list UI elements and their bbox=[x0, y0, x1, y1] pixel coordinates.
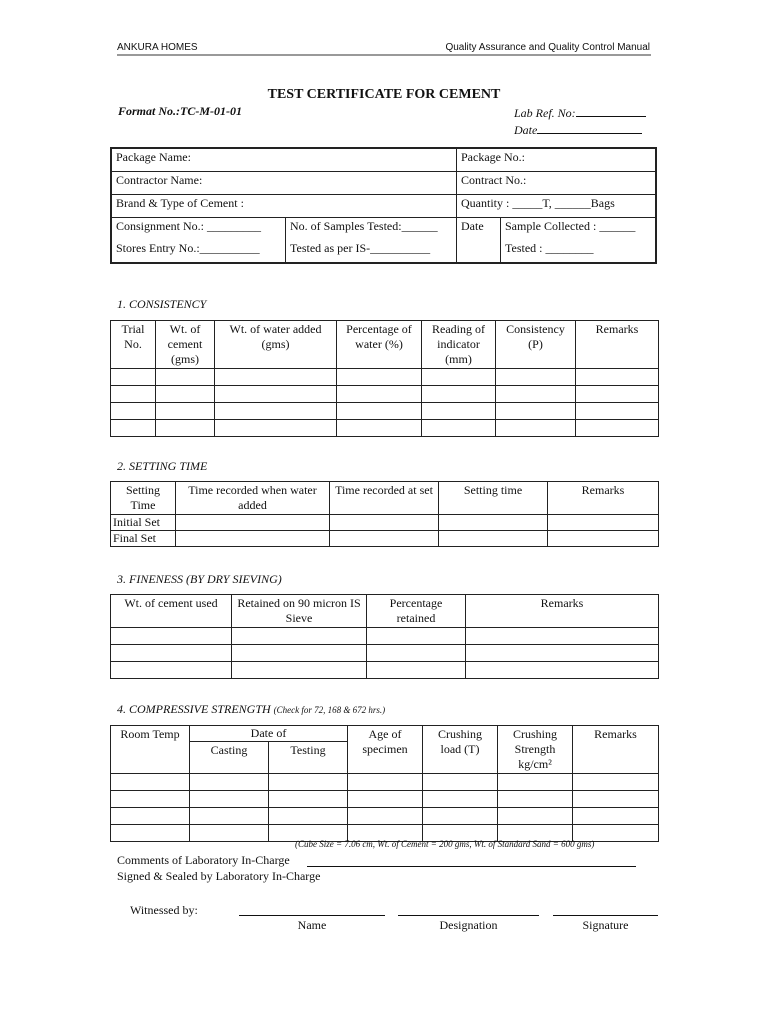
compressive-table bbox=[110, 725, 659, 842]
col-time-set: Time recorded at set bbox=[330, 482, 439, 515]
col-remarks: Remarks bbox=[576, 321, 659, 369]
manual-title: Quality Assurance and Quality Control Manual bbox=[445, 42, 650, 53]
lab-ref-field[interactable] bbox=[576, 104, 646, 117]
col-time-water: Time recorded when water added bbox=[176, 482, 330, 515]
date-field[interactable] bbox=[537, 121, 642, 134]
name-field[interactable] bbox=[239, 915, 385, 916]
compressive-note: (Check for 72, 168 & 672 hrs.) bbox=[273, 705, 386, 715]
tested-cell[interactable]: Tested : ________ bbox=[501, 240, 657, 263]
package-no-cell[interactable]: Package No.: bbox=[457, 148, 657, 172]
col-age: Age of specimen bbox=[348, 726, 423, 774]
contract-no-cell[interactable]: Contract No.: bbox=[457, 172, 657, 195]
comments-label: Comments of Laboratory In-Charge bbox=[117, 853, 290, 867]
consistency-table bbox=[110, 320, 659, 437]
col-testing: Testing bbox=[269, 742, 348, 774]
signed-label: Signed & Sealed by Laboratory In-Charge bbox=[117, 869, 321, 883]
col-date-of: Date of bbox=[190, 726, 348, 742]
date-label: Date bbox=[514, 123, 538, 137]
fineness-table bbox=[110, 594, 659, 679]
consignment-no-cell[interactable]: Consignment No.: _________ bbox=[111, 218, 286, 241]
lab-ref-block bbox=[514, 104, 646, 138]
col-retained: Retained on 90 micron IS Sieve bbox=[232, 595, 367, 628]
col-remarks: Remarks bbox=[548, 482, 659, 515]
table-row bbox=[111, 420, 659, 437]
col-casting: Casting bbox=[190, 742, 269, 774]
lab-ref-label: Lab Ref. No: bbox=[514, 106, 576, 120]
col-trial-no: Trial No. bbox=[111, 321, 156, 369]
format-number: Format No.:TC-M-01-01 bbox=[118, 104, 242, 118]
date-cell: Date bbox=[457, 218, 501, 264]
table-row bbox=[111, 515, 659, 531]
package-name-cell[interactable]: Package Name: bbox=[111, 148, 457, 172]
col-wt-water: Wt. of water added (gms) bbox=[215, 321, 337, 369]
col-setting-result: Setting time bbox=[439, 482, 548, 515]
table-row bbox=[111, 791, 659, 808]
table-row bbox=[111, 662, 659, 679]
section-compressive-wrap bbox=[117, 702, 385, 717]
table-row bbox=[111, 531, 659, 547]
tested-as-per-cell[interactable]: Tested as per IS-__________ bbox=[286, 240, 457, 263]
col-remarks: Remarks bbox=[573, 726, 659, 774]
brand-type-cell[interactable]: Brand & Type of Cement : bbox=[111, 195, 457, 218]
col-room-temp: Room Temp bbox=[111, 726, 190, 774]
table-row bbox=[111, 808, 659, 825]
signature-field[interactable] bbox=[553, 915, 658, 916]
col-reading: Reading of indicator (mm) bbox=[422, 321, 496, 369]
header-divider bbox=[117, 54, 651, 56]
contractor-name-cell[interactable]: Contractor Name: bbox=[111, 172, 457, 195]
designation-label: Designation bbox=[439, 918, 498, 932]
col-strength: Crushing Strength kg/cm² bbox=[498, 726, 573, 774]
stores-entry-cell[interactable]: Stores Entry No.:__________ bbox=[111, 240, 286, 263]
col-remarks: Remarks bbox=[466, 595, 659, 628]
table-row bbox=[111, 386, 659, 403]
sample-collected-cell[interactable]: Sample Collected : ______ bbox=[501, 218, 657, 241]
col-consistency: Consistency (P) bbox=[496, 321, 576, 369]
section-consistency: 1. CONSISTENCY bbox=[117, 297, 207, 311]
page-title: TEST CERTIFICATE FOR CEMENT bbox=[267, 87, 501, 102]
info-table bbox=[110, 147, 657, 264]
comments-field[interactable] bbox=[307, 866, 636, 867]
name-label: Name bbox=[297, 918, 327, 932]
row-final-set: Final Set bbox=[111, 531, 176, 547]
section-fineness: 3. FINENESS (BY DRY SIEVING) bbox=[117, 572, 282, 586]
company-name: ANKURA HOMES bbox=[117, 42, 198, 53]
samples-tested-cell[interactable]: No. of Samples Tested:______ bbox=[286, 218, 457, 241]
table-row bbox=[111, 628, 659, 645]
setting-time-table bbox=[110, 481, 659, 547]
col-load: Crushing load (T) bbox=[423, 726, 498, 774]
section-setting-time: 2. SETTING TIME bbox=[117, 459, 208, 473]
col-setting-time: Setting Time bbox=[111, 482, 176, 515]
cube-note: (Cube Size = 7.06 cm, Wt. of Cement = 200 gms, Wt. of Standard Sand = 600 gms) bbox=[295, 839, 595, 849]
col-pct-water: Percentage of water (%) bbox=[337, 321, 422, 369]
col-wt-cement: Wt. of cement (gms) bbox=[156, 321, 215, 369]
section-compressive: 4. COMPRESSIVE STRENGTH bbox=[117, 702, 271, 716]
col-wt-cement-used: Wt. of cement used bbox=[111, 595, 232, 628]
designation-field[interactable] bbox=[398, 915, 539, 916]
table-row bbox=[111, 369, 659, 386]
row-initial-set: Initial Set bbox=[111, 515, 176, 531]
table-row bbox=[111, 645, 659, 662]
signature-label: Signature bbox=[582, 918, 629, 932]
witnessed-label: Witnessed by: bbox=[130, 903, 198, 917]
quantity-cell[interactable]: Quantity : _____T, ______Bags bbox=[457, 195, 657, 218]
table-row bbox=[111, 403, 659, 420]
table-row bbox=[111, 774, 659, 791]
col-pct-retained: Percentage retained bbox=[367, 595, 466, 628]
